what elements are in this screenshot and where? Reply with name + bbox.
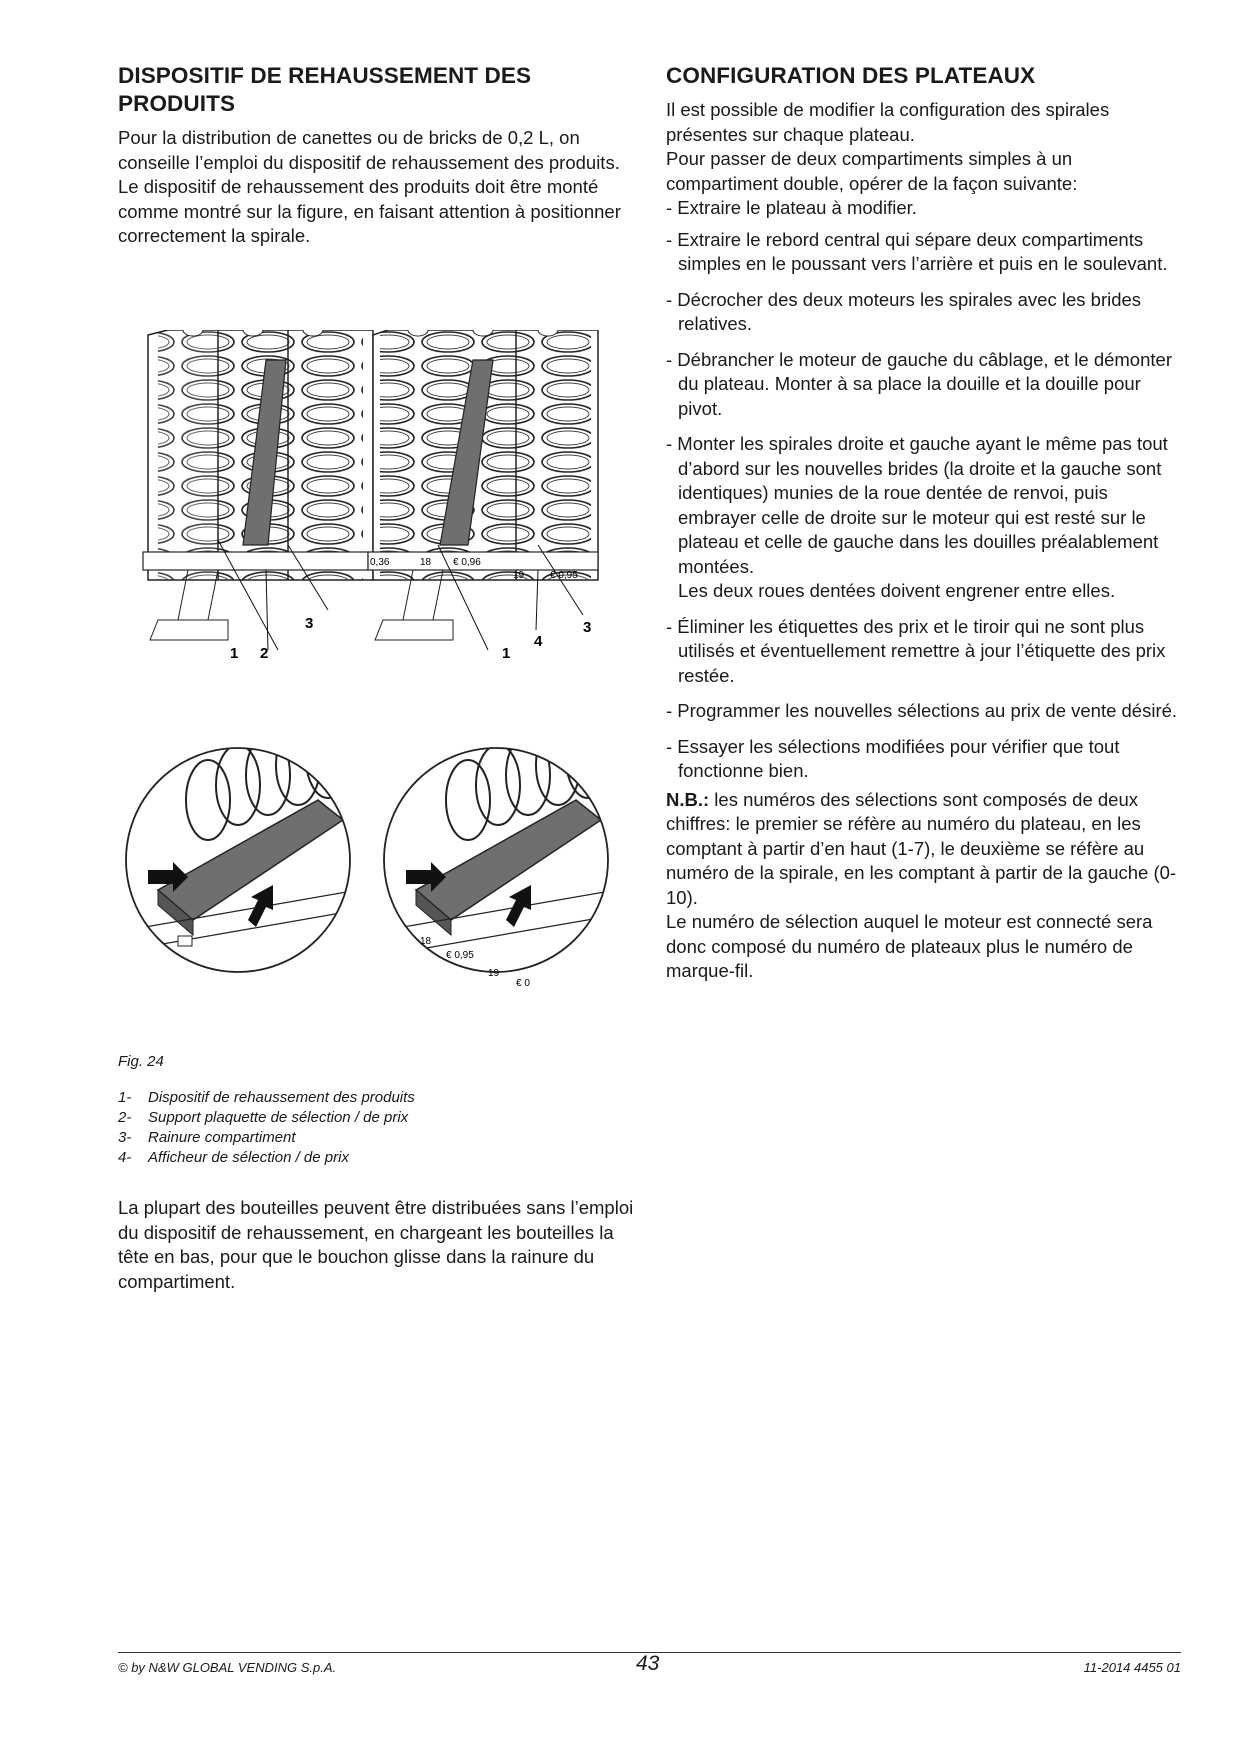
right-detail-view — [378, 718, 638, 980]
nb-text: les numéros des sélections sont composés de deux chiffres: le premier se réfère au numéro du plateau, en les comptant à partir d’en haut (1-7), le deuxième se réfère au numéro de la spirale, en les comptant à partir de la gauche (0-10). — [666, 788, 1177, 908]
step-item: - Programmer les nouvelles sélections au prix de vente désiré. — [666, 700, 1178, 721]
price-label-2: 18 — [420, 557, 432, 568]
step-note: Les deux roues dentées doivent engrener entre elles. — [678, 580, 1116, 601]
config-intro-1: Il est possible de modifier la configuration des spirales présentes sur chaque plateau. — [666, 99, 1110, 145]
left-tray-drawing — [143, 330, 373, 650]
config-intro-2: Pour passer de deux compartiments simples à un compartiment double, opérer de la façon suivante: — [666, 148, 1078, 194]
callout-3-left: 3 — [305, 615, 314, 632]
step-item: - Extraire le rebord central qui sépare deux compartiments simples en le poussant vers l’arrière et puis en le soulevant. — [666, 228, 1168, 274]
right-column — [666, 62, 1186, 984]
price-label-1: 0,36 — [370, 557, 390, 568]
figure-24 — [118, 330, 638, 1050]
tray-illustration — [118, 330, 638, 1050]
step-item: - Éliminer les étiquettes des prix et le tiroir qui ne sont plus utilisés et éventuellement remettre à jour l’étiquette des prix restée. — [666, 615, 1166, 686]
callout-4-right: 4 — [534, 633, 543, 650]
step-item: - Débrancher le moteur de gauche du câblage, et le démonter du plateau. Monter à sa place la douille et la douille pour pivot. — [666, 348, 1172, 419]
figure-legend — [118, 1088, 415, 1168]
config-steps — [666, 196, 1186, 784]
right-tray-drawing — [368, 330, 598, 650]
step-item: - Monter les spirales droite et gauche ayant le même pas tout d’abord sur les nouvelles brides (la droite et la gauche sont identiques) munies de la roue dentée de renvoi, puis embrayer celle de droite sur le moteur qui est resté sur le plateau et celle de gauche dans les douilles préalablement montées. Les deux roues dentées doivent engrener entre elles. — [666, 432, 1186, 604]
nb-paragraph — [666, 788, 1186, 911]
price-label-4: 19 — [513, 570, 525, 581]
section-title-configuration: CONFIGURATION DES PLATEAUX — [666, 63, 1036, 88]
step-item: - Extraire le plateau à modifier. — [666, 197, 917, 218]
figure-caption: Fig. 24 — [118, 1053, 164, 1070]
legend-item: 3- Rainure compartiment — [118, 1129, 296, 1146]
footer-copyright: © by N&W GLOBAL VENDING S.p.A. — [118, 1660, 337, 1675]
callout-1-right: 1 — [502, 645, 511, 662]
left-column — [118, 62, 638, 249]
doc-code: 11-2014 4455 01 — [1083, 1660, 1181, 1675]
mounting-paragraph: Le dispositif de rehaussement des produits doit être monté comme montré sur la figure, en faisant attention à positionner correctement la spirale. — [118, 176, 621, 246]
section-title-rehaussement: DISPOSITIF DE REHAUSSEMENT DES PRODUITS — [118, 63, 532, 116]
legend-item: 2- Support plaquette de sélection / de prix — [118, 1109, 409, 1126]
nb-label: N.B.: — [666, 788, 710, 810]
detail-label-3: 19 — [488, 968, 500, 979]
final-paragraph: Le numéro de sélection auquel le moteur est connecté sera donc composé du numéro de plateaux plus le numéro de marque-fil. — [666, 911, 1153, 981]
bottle-paragraph-wrap — [118, 1196, 638, 1294]
detail-label-2: € 0,95 — [446, 950, 474, 961]
detail-label-1: 18 — [420, 936, 432, 947]
legend-item: 4- Afficheur de sélection / de prix — [118, 1149, 349, 1166]
page-number: 43 — [636, 1652, 660, 1675]
detail-label-4: € 0 — [516, 978, 530, 989]
legend-item: 1- Dispositif de rehaussement des produits — [118, 1089, 415, 1106]
callout-3-right: 3 — [583, 619, 592, 636]
bottle-paragraph: La plupart des bouteilles peuvent être distribuées sans l’emploi du dispositif de rehaussement, en chargeant les bouteilles la tête en bas, pour que le bouchon glisse dans la rainure du compartiment. — [118, 1197, 634, 1292]
step-item: - Essayer les sélections modifiées pour vérifier que tout fonctionne bien. — [666, 735, 1120, 781]
callout-1-left: 1 — [230, 645, 239, 662]
price-label-3: € 0,96 — [453, 557, 481, 568]
intro-paragraph: Pour la distribution de canettes ou de bricks de 0,2 L, on conseille l’emploi du dispositif de rehaussement des produits. — [118, 127, 620, 173]
callout-2-left: 2 — [260, 645, 269, 662]
left-detail-view — [118, 718, 378, 980]
price-label-5: € 0,95 — [550, 570, 578, 581]
step-item: - Décrocher des deux moteurs les spirales avec les brides relatives. — [666, 288, 1142, 334]
